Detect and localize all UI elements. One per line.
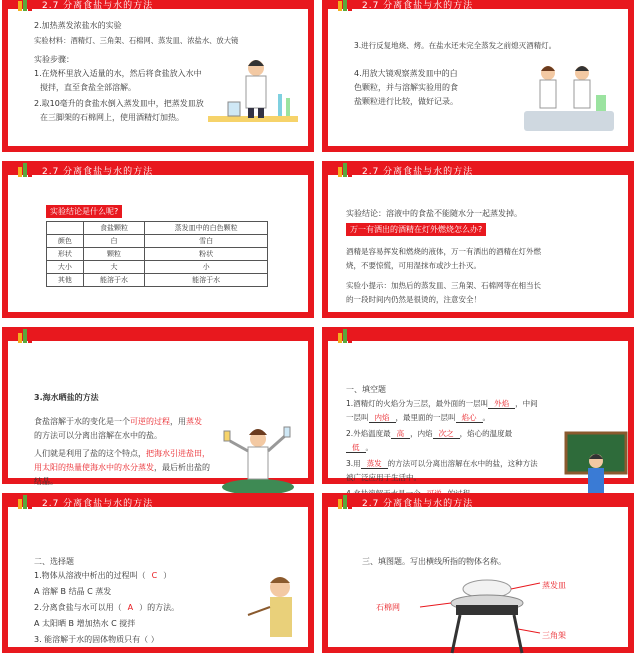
slide-4-content (328, 167, 628, 312)
text-line: 盐颗粒进行比较，做好记录。 (354, 97, 458, 106)
text-run: 2.分离食盐与水可以用（ (34, 603, 122, 612)
answer-blank: 内焰 (369, 413, 396, 423)
slide-2-content (328, 1, 628, 146)
table-cell: 能溶于水 (83, 274, 144, 287)
section-heading: 3.海水晒盐的方法 (34, 393, 99, 402)
section-heading: 三、填图题。写出横线所指的物体名称。 (362, 557, 506, 566)
answer-blank: 高 (391, 429, 411, 439)
question-2-options: A 太阳晒 B 增加热水 C 搅拌 (34, 619, 136, 628)
slide-5[interactable] (2, 327, 314, 484)
table-cell: 大小 (47, 261, 84, 274)
label-evaporating-dish: 蒸发皿 (542, 581, 566, 590)
table-header: 食盐颗粒 (83, 222, 144, 235)
scientists-illustration (520, 59, 620, 134)
text-line: 2.取10毫升的食盐水倒入蒸发皿中，把蒸发皿放 (34, 99, 204, 108)
text-line: 酒精是容易挥发和燃烧的液体，万一有洒出的酒精在灯外燃 (346, 247, 541, 256)
logo-icon (338, 163, 354, 177)
slide-7-content (8, 499, 308, 647)
text-run: 。 (365, 443, 373, 452)
logo-icon (338, 329, 354, 343)
scientist-illustration (218, 421, 304, 496)
highlight-text: 用太阳的热量使海水中的水分蒸发 (34, 463, 154, 472)
evaporation-apparatus-illustration (412, 569, 562, 654)
highlight-text: 蒸发 (186, 417, 202, 426)
slide-4[interactable] (322, 161, 634, 318)
question-1 (34, 569, 171, 582)
paragraph-2-line-1 (34, 447, 210, 460)
logo-icon (338, 0, 354, 11)
text-run: 食盐溶解于水的变化是一个 (34, 417, 130, 426)
table-row (47, 274, 268, 287)
paragraph-2-line-3: 结晶。 (34, 477, 58, 486)
question-3-line-1 (346, 457, 538, 470)
conclusion-badge: 实验结论是什么呢? (46, 205, 122, 218)
text-run: 的方法可以分离出溶解在水中的盐，这种方法 (387, 459, 538, 468)
text-run: 。 (482, 413, 490, 422)
question-1-options: A 溶解 B 结晶 C 蒸发 (34, 587, 112, 596)
slide-6[interactable] (322, 327, 634, 484)
slide-title: 2.7 分离食盐与水的方法 (42, 499, 154, 509)
logo-icon (338, 495, 354, 509)
text-line: 色颗粒，并与溶解实验用的食 (354, 83, 458, 92)
comparison-table (46, 221, 268, 287)
text-run: 一层叫 (346, 413, 369, 422)
slide-6-content (328, 341, 628, 482)
text-run: ，中间 (515, 399, 538, 408)
table-cell: 雪白 (145, 235, 268, 248)
conclusion-text: 实验结论：溶液中的食盐不能随水分一起蒸发掉。 (346, 209, 522, 218)
label-tripod: 三角架 (542, 631, 566, 640)
text-line: 烧，不要惊慌，可用湿抹布或沙土扑灭。 (346, 261, 481, 270)
table-cell: 小 (145, 261, 268, 274)
slide-title: 2.7 分离食盐与水的方法 (362, 167, 474, 177)
logo-icon (18, 329, 34, 343)
text-line: 1.在烧杯里放入适量的水，然后将食盐放入水中 (34, 69, 202, 78)
text-run: 1.物体从溶液中析出的过程叫（ (34, 571, 146, 580)
table-row (47, 235, 268, 248)
slide-3-content (8, 167, 308, 312)
slide-5-content (8, 341, 308, 486)
table-cell: 粉状 (145, 248, 268, 261)
question-2-line-1 (346, 427, 512, 440)
text-run: 2.外焰温度最 (346, 429, 391, 438)
table-cell: 大 (83, 261, 144, 274)
text-line: 在三脚架的石棉网上，使用酒精灯加热。 (40, 113, 184, 122)
question-2-line-2 (346, 441, 373, 454)
text-run: 人们就是利用了盐的这个特点， (34, 449, 146, 458)
question-2 (34, 601, 179, 614)
question-1-line-1 (346, 397, 538, 410)
slide-8-content (328, 499, 628, 647)
paragraph-1-line-1 (34, 415, 202, 428)
answer-blank: 焰心 (456, 413, 483, 423)
scientist-illustration (208, 54, 298, 134)
table-row (47, 261, 268, 274)
answer-blank: 蒸发 (361, 459, 388, 469)
text-run: 3.用 (346, 459, 361, 468)
text-run: 1.酒精灯的火焰分为三层，最外面的一层叫 (346, 399, 489, 408)
slide-7[interactable] (2, 493, 314, 653)
slide-1[interactable] (2, 0, 314, 152)
table-header: 蒸发皿中的白色颗粒 (145, 222, 268, 235)
slide-1-content (8, 1, 308, 146)
answer-blank: 次之 (433, 429, 460, 439)
text-run: ，最里面的一层叫 (395, 413, 456, 422)
text-line: 实验材料：酒精灯、三角架、石棉网、蒸发皿、浓盐水、放大镜 (34, 36, 239, 45)
section-heading: 一、填空题 (346, 385, 386, 394)
slide-title: 2.7 分离食盐与水的方法 (42, 167, 154, 177)
answer-text: A (127, 603, 134, 612)
text-line: 3.进行反复地烧、烤。在盐水还未完全蒸发之前熄灭酒精灯。 (354, 41, 557, 50)
table-cell: 白 (83, 235, 144, 248)
slide-title: 2.7 分离食盐与水的方法 (42, 1, 154, 11)
teacher-pointing-illustration (244, 571, 308, 651)
table-row (47, 248, 268, 261)
table-cell: 颗粒 (83, 248, 144, 261)
slide-3[interactable] (2, 161, 314, 318)
slide-title: 2.7 分离食盐与水的方法 (362, 499, 474, 509)
label-asbestos-net: 石棉网 (376, 603, 400, 612)
logo-icon (18, 495, 34, 509)
text-run: ，内焰 (410, 429, 433, 438)
text-run: ，最后析出盐的 (154, 463, 210, 472)
table-cell: 其他 (47, 274, 84, 287)
slide-8[interactable] (322, 493, 634, 653)
slide-title: 2.7 分离食盐与水的方法 (362, 1, 474, 11)
text-run: ） (163, 571, 172, 580)
text-line: 实验小提示：加热后的蒸发皿、三角架、石棉网等在相当长 (346, 281, 541, 290)
logo-icon (18, 0, 34, 11)
logo-icon (18, 163, 34, 177)
text-line: 4.用放大镜观察蒸发皿中的白 (354, 69, 458, 78)
text-run: ，用 (170, 417, 186, 426)
question-badge: 万一有洒出的酒精在灯外燃烧怎么办? (346, 223, 486, 236)
text-line: 实验步骤： (34, 55, 74, 64)
table-header (47, 222, 84, 235)
text-run: ）的方法。 (139, 603, 180, 612)
answer-blank: 外焰 (488, 399, 515, 409)
paragraph-2-line-2 (34, 461, 210, 474)
slide-2[interactable] (322, 0, 634, 152)
highlight-text: 把海水引进盐田， (146, 449, 210, 458)
answer-blank: 低 (346, 443, 366, 453)
table-cell: 能溶于水 (145, 274, 268, 287)
table-header-row (47, 222, 268, 235)
highlight-text: 可逆的过程 (130, 417, 170, 426)
text-run: ，焰心的温度最 (459, 429, 513, 438)
question-3: 3. 能溶解于水的固体物质只有（ ） (34, 635, 159, 644)
table-cell: 颜色 (47, 235, 84, 248)
table-cell: 形状 (47, 248, 84, 261)
section-heading: 二、选择题 (34, 557, 74, 566)
text-line: 2.加热蒸发浓盐水的实验 (34, 21, 122, 30)
answer-text: C (151, 571, 158, 580)
text-line: 的一段时间内仍然是很烫的，注意安全！ (346, 295, 481, 304)
question-1-line-2 (346, 411, 490, 424)
text-line: 搅拌，直至食盐全部溶解。 (40, 83, 136, 92)
question-3-line-2: 被广泛应用于生活中。 (346, 473, 421, 482)
paragraph-1-line-2: 的方法可以分离出溶解在水中的盐。 (34, 431, 162, 440)
